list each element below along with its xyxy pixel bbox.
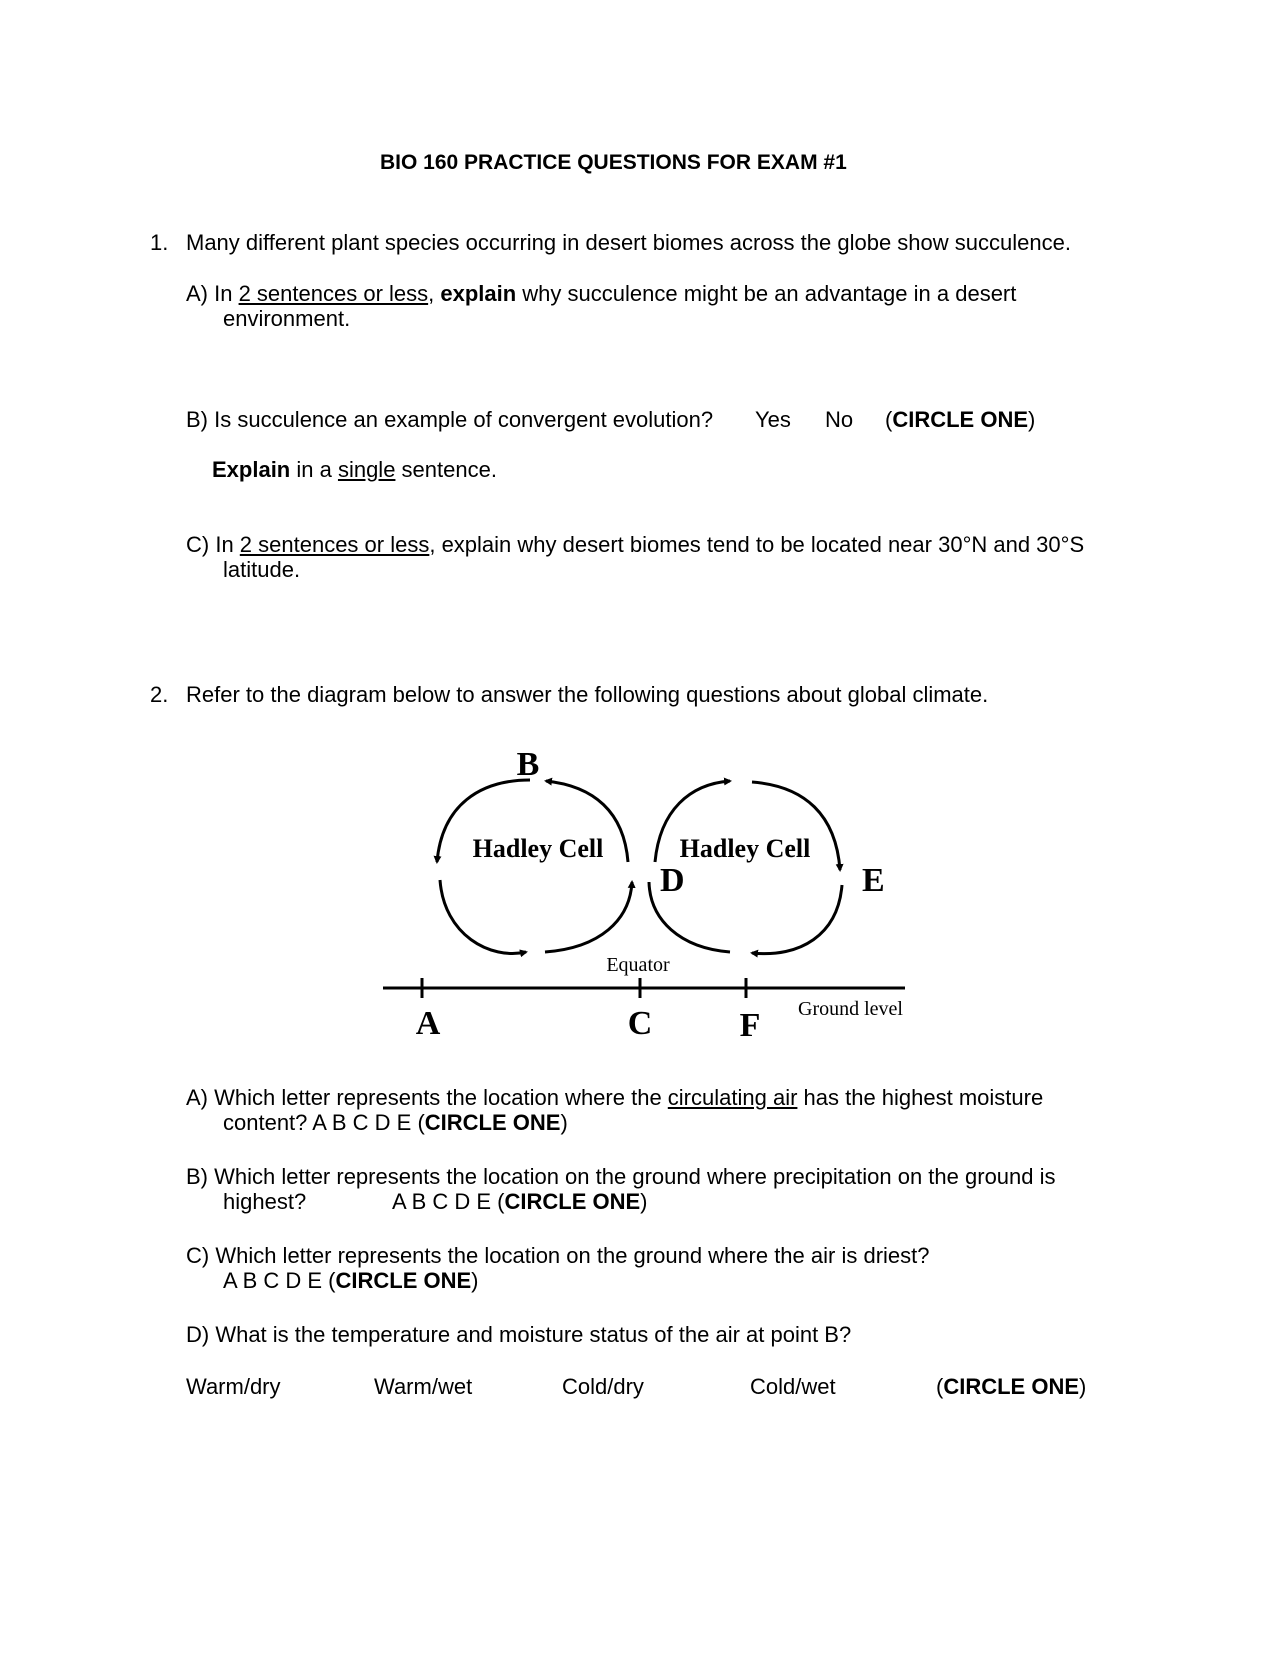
q1a-underline: 2 sentences or less (238, 281, 429, 306)
q1b-explain: Explain in a single sentence. (212, 457, 497, 482)
q1a-line2: environment. (223, 306, 351, 331)
q2b-line1: B) Which letter represents the location on the ground where precipitation on the ground is (186, 1164, 1056, 1189)
q2-stem: Refer to the diagram below to answer the following questions about global climate. (186, 682, 989, 707)
right-cell-bottom-arc-right (752, 885, 842, 954)
label-hadley-left: Hadley Cell (472, 834, 604, 863)
q2d-option-4: Cold/wet (750, 1374, 836, 1399)
q2d-option-3: Cold/dry (562, 1374, 644, 1399)
q1b-yes: Yes (755, 407, 791, 432)
q2c-line1: C) Which letter represents the location on the ground where the air is driest? (186, 1243, 930, 1268)
q2d-circle-one: (CIRCLE ONE) (936, 1374, 1087, 1399)
q1b-no: No (825, 407, 854, 432)
q2b-choices: A B C D E (CIRCLE ONE) (392, 1189, 648, 1214)
q2-number: 2. (150, 682, 169, 707)
label-f: F (739, 1007, 761, 1044)
q1-stem: Many different plant species occurring in desert biomes across the globe show succulence. (186, 230, 1071, 255)
q1-number: 1. (150, 230, 169, 255)
q2d-option-2: Warm/wet (374, 1374, 473, 1399)
label-equator: Equator (606, 954, 670, 976)
q1a-line1: A) In 2 sentences or less, explain why succulence might be an advantage in a desert (186, 281, 1017, 306)
page-title: BIO 160 PRACTICE QUESTIONS FOR EXAM #1 (380, 151, 847, 174)
q2a-line2: content? A B C D E (CIRCLE ONE) (223, 1110, 568, 1135)
label-a: A (415, 1005, 441, 1042)
q2d-option-1: Warm/dry (186, 1374, 281, 1399)
q1b-circle-one: (CIRCLE ONE) (885, 407, 1036, 432)
left-cell-bottom-arc-left (440, 880, 526, 953)
q1a-bold: explain (440, 281, 517, 306)
left-cell-bottom-arc-right (545, 882, 632, 952)
q2d-question: D) What is the temperature and moisture status of the air at point B? (186, 1322, 852, 1347)
q2b-highest: highest? (223, 1189, 307, 1214)
q1c-line1: C) In 2 sentences or less, explain why desert biomes tend to be located near 30°N and 30°S (186, 532, 1085, 557)
q1b-question: B) Is succulence an example of convergent evolution? (186, 407, 714, 432)
label-d: D (660, 862, 685, 899)
label-b: B (516, 746, 540, 783)
label-hadley-right: Hadley Cell (679, 834, 811, 863)
q2a-line1: A) Which letter represents the location where the circulating air has the highest moisture (186, 1085, 1044, 1110)
q1c-line2: latitude. (223, 557, 301, 582)
label-e: E (862, 862, 885, 899)
q2c-line2: A B C D E (CIRCLE ONE) (223, 1268, 479, 1293)
label-ground: Ground level (798, 998, 903, 1020)
label-c: C (627, 1005, 653, 1042)
